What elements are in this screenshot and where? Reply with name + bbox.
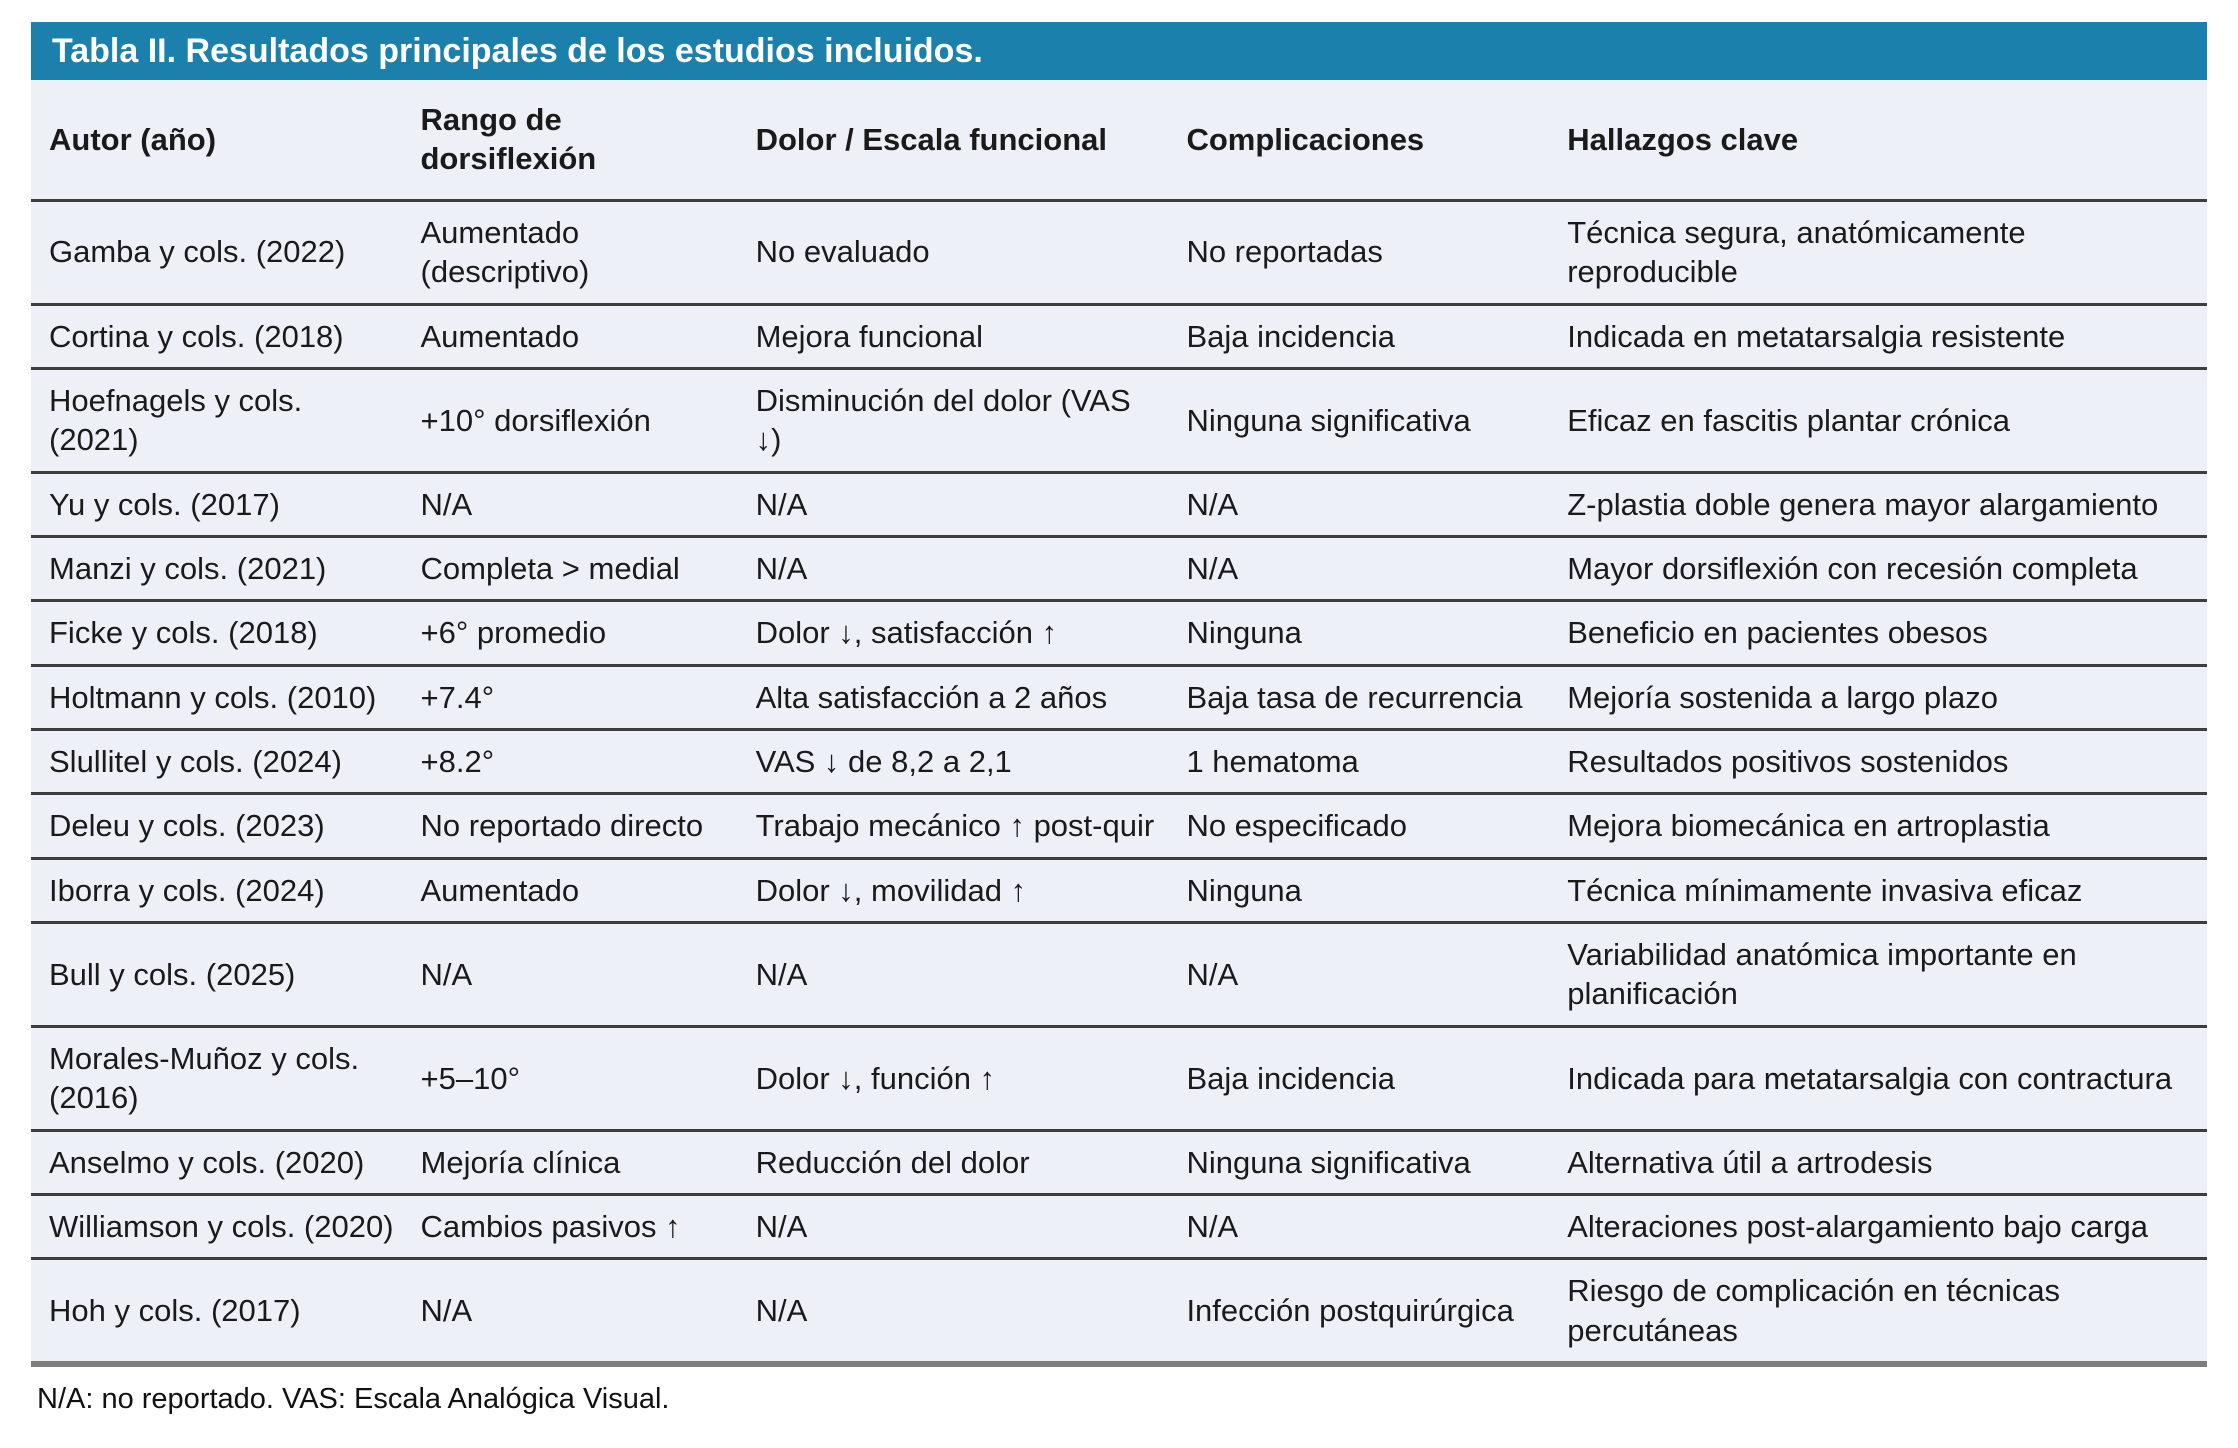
table-cell: Mejoría clínica (420, 1144, 621, 1180)
table-cell: Beneficio en pacientes obesos (1567, 615, 1988, 651)
table-cell: Ninguna (1186, 615, 1302, 651)
table-cell: Alta satisfacción a 2 años (755, 679, 1108, 715)
table-cell: N/A (1186, 550, 1239, 586)
table-body (31, 200, 2207, 1364)
table-cell: Técnica segura, anatómicamente reproducible (1567, 214, 2026, 290)
table-cell: Trabajo mecánico ↑ post-quir (755, 808, 1155, 844)
table-title: Tabla II. Resultados principales de los estudios incluidos. (52, 32, 983, 70)
table-cell: Yu y cols. (2017) (49, 486, 280, 522)
table-row (31, 1194, 2207, 1258)
footnote: N/A: no reportado. VAS: Escala Analógica Visual. (37, 1383, 670, 1415)
column-header-hallazgos: Hallazgos clave (1567, 121, 1799, 157)
table-cell: N/A (1186, 1208, 1239, 1244)
table-cell: Mayor dorsiflexión con recesión completa (1567, 550, 2138, 586)
table-cell: Cambios pasivos ↑ (420, 1208, 681, 1244)
table-cell: Aumentado (descriptivo) (420, 214, 590, 290)
table-cell: N/A (1186, 486, 1239, 522)
table-cell: Indicada para metatarsalgia con contractura (1567, 1060, 2173, 1096)
table-cell: Mejoría sostenida a largo plazo (1567, 679, 1999, 715)
table-cell: Infección postquirúrgica (1186, 1292, 1514, 1328)
table-cell: N/A (755, 550, 808, 586)
table-cell: VAS ↓ de 8,2 a 2,1 (755, 744, 1012, 780)
table-title-bar (31, 22, 2207, 80)
table-cell: 1 hematoma (1186, 744, 1359, 780)
table-cell: N/A (755, 956, 808, 992)
header-row (31, 80, 2207, 200)
table-cell: No especificado (1186, 808, 1408, 844)
table-cell: +5–10° (420, 1060, 520, 1096)
table-cell: Baja incidencia (1186, 318, 1395, 354)
table-cell: N/A (420, 956, 473, 992)
table-cell: Dolor ↓, movilidad ↑ (755, 872, 1027, 908)
column-header-rango-dorsiflexion: Rango de dorsiflexión (420, 102, 597, 177)
table-cell: N/A (1186, 956, 1239, 992)
table-cell: Iborra y cols. (2024) (49, 872, 325, 908)
table-row (31, 794, 2207, 858)
table-cell: Riesgo de complicación en técnicas percutáneas (1567, 1273, 2061, 1348)
table-cell: Ficke y cols. (2018) (49, 615, 318, 651)
table-cell: Disminución del dolor (VAS ↓) (755, 382, 1131, 458)
table-cell: Bull y cols. (2025) (49, 956, 296, 992)
table-cell: No evaluado (755, 234, 930, 270)
table-cell: Ninguna (1186, 872, 1302, 908)
table-row (31, 858, 2207, 922)
table-row (31, 200, 2207, 304)
table-row (31, 601, 2207, 665)
table-cell: Manzi y cols. (2021) (49, 550, 327, 586)
table-cell: Alternativa útil a artrodesis (1567, 1144, 1933, 1180)
table-row (31, 368, 2207, 472)
table-cell: N/A (755, 1292, 808, 1328)
table-cell: +6° promedio (420, 615, 607, 651)
table-cell: Completa > medial (420, 550, 680, 586)
table-cell: Anselmo y cols. (2020) (49, 1144, 365, 1180)
table-cell: Deleu y cols. (2023) (49, 808, 325, 844)
table-cell: Variabilidad anatómica importante en planificación (1567, 937, 2077, 1012)
table-cell: Indicada en metatarsalgia resistente (1567, 318, 2066, 354)
table-cell: Ninguna significativa (1186, 402, 1471, 438)
table-cell: N/A (420, 1292, 473, 1328)
table-cell: Dolor ↓, satisfacción ↑ (755, 615, 1058, 651)
table-cell: Baja tasa de recurrencia (1186, 679, 1523, 715)
column-header-complicaciones: Complicaciones (1186, 121, 1425, 157)
table-cell: Gamba y cols. (2022) (49, 234, 346, 270)
table-cell: +10° dorsiflexión (420, 402, 651, 438)
table-cell: Alteraciones post-alargamiento bajo carga (1567, 1208, 2148, 1244)
table-cell: Mejora biomecánica en artroplastia (1567, 808, 2050, 844)
table-cell: No reportadas (1186, 234, 1383, 270)
table-cell: Holtmann y cols. (2010) (49, 679, 377, 715)
table-cell: Hoefnagels y cols. (2021) (49, 382, 303, 458)
table-row (31, 472, 2207, 536)
table-cell: Técnica mínimamente invasiva eficaz (1567, 872, 2083, 908)
table-row (31, 1130, 2207, 1194)
table-cell: Aumentado (420, 872, 580, 908)
table-cell: Mejora funcional (755, 318, 984, 354)
results-table (31, 80, 2207, 1367)
column-header-autor: Autor (año) (49, 121, 217, 157)
table-cell: N/A (755, 1208, 808, 1244)
table-cell: Ninguna significativa (1186, 1144, 1471, 1180)
column-header-dolor-escala: Dolor / Escala funcional (755, 121, 1108, 157)
table-row (31, 665, 2207, 729)
table-cell: No reportado directo (420, 808, 704, 844)
table-row (31, 923, 2207, 1027)
table-cell: Slullitel y cols. (2024) (49, 744, 342, 780)
table-cell: Aumentado (420, 318, 580, 354)
table-cell: Baja incidencia (1186, 1060, 1395, 1096)
table-cell: Hoh y cols. (2017) (49, 1292, 301, 1328)
table-cell: Williamson y cols. (2020) (49, 1208, 394, 1244)
table-header (31, 80, 2207, 200)
table-cell: Eficaz en fascitis plantar crónica (1567, 402, 2011, 438)
table-row (31, 1026, 2207, 1130)
table-cell: N/A (755, 486, 808, 522)
table-cell: Dolor ↓, función ↑ (755, 1060, 996, 1096)
table-cell: Cortina y cols. (2018) (49, 318, 344, 354)
table-cell: Reducción del dolor (755, 1144, 1030, 1180)
table-cell: N/A (420, 486, 473, 522)
table-cell: +7.4° (420, 679, 495, 715)
table-row (31, 1259, 2207, 1364)
table-cell: Z-plastia doble genera mayor alargamiento (1567, 486, 2159, 522)
table-row (31, 536, 2207, 600)
table-row (31, 730, 2207, 794)
table-cell: +8.2° (420, 744, 495, 780)
table-row (31, 304, 2207, 368)
table-cell: Resultados positivos sostenidos (1567, 744, 2009, 780)
table-cell: Morales-Muñoz y cols. (2016) (49, 1040, 360, 1116)
